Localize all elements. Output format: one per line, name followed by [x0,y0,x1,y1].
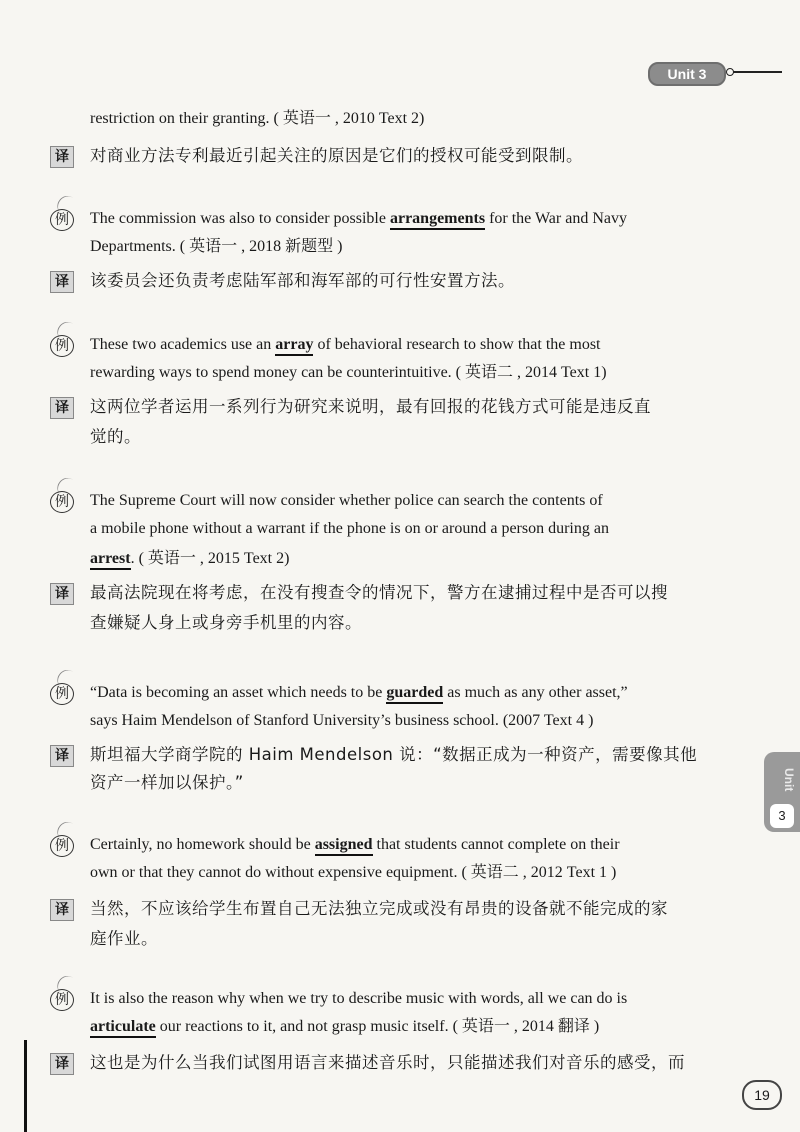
example-line [90,682,730,704]
example-line [90,208,730,230]
example-text: a mobile phone without a warrant if the phone is on or around a person during an [90,520,609,537]
example-text: It is also the reason why when we try to describe music with words, all we can do is [90,990,628,1007]
example-text: rewarding ways to spend money can be counterintuitive. ( 英语二 , 2014 Text 1) [90,364,607,381]
example-text: says Haim Mendelson of Stanford University’s business school. (2007 Text 4 ) [90,712,594,729]
example-text: The Supreme Court will now consider whether police can search the contents of [90,492,603,509]
example-text: own or that they cannot do without expensive equipment. ( 英语二 , 2012 Text 1 ) [90,864,617,881]
translation-line: 庭作业。 [90,929,158,948]
example-text: Certainly, no homework should be [90,836,315,853]
side-tab-number: 3 [770,804,794,828]
example-line [90,362,730,384]
example-line [90,710,730,732]
example-marker: 例 [50,683,74,705]
translation-marker: 译 [50,583,74,605]
example-text: of behavioral research to show that the most [313,336,601,353]
translation-marker: 译 [50,899,74,921]
example-text: . ( 英语一 , 2015 Text 2) [130,550,290,567]
translation-marker: 译 [50,745,74,767]
example-text: that students cannot complete on their [372,836,620,853]
example-line [90,108,730,130]
example-marker: 例 [50,491,74,513]
keyword: assigned [315,836,373,856]
unit-tab: Unit 3 [648,62,726,86]
example-marker: 例 [50,209,74,231]
example-text: our reactions to it, and not grasp music itself. ( 英语一 , 2014 翻译 ) [155,1018,600,1035]
example-line [90,834,730,856]
example-line [90,518,730,540]
example-line [90,1016,730,1038]
example-text: The commission was also to consider possible [90,210,390,227]
keyword: guarded [386,684,443,704]
example-line [90,490,730,512]
translation-line: 觉的。 [90,427,141,446]
translation-marker: 译 [50,1053,74,1075]
example-line [90,862,730,884]
example-line [90,236,730,258]
header-rule [730,71,782,73]
translation-line: 最高法院现在将考虑，在没有搜查令的情况下，警方在逮捕过程中是否可以搜 [90,583,668,602]
side-tab-label: Unit [782,768,796,792]
side-tab [764,752,800,832]
example-text: for the War and Navy [485,210,627,227]
example-text: restriction on their granting. ( 英语一 , 2010 Text 2) [90,110,425,127]
example-text: Departments. ( 英语一 , 2018 新题型 ) [90,238,343,255]
translation-line: 该委员会还负责考虑陆军部和海军部的可行性安置方法。 [90,271,515,290]
translation-marker: 译 [50,397,74,419]
example-text: as much as any other asset,” [443,684,628,701]
example-line [90,548,730,570]
example-marker: 例 [50,989,74,1011]
example-marker: 例 [50,835,74,857]
page-number: 19 [742,1080,782,1110]
example-text: “Data is becoming an asset which needs to be [90,684,387,701]
translation-line: 这也是为什么当我们试图用语言来描述音乐时，只能描述我们对音乐的感受，而 [90,1053,685,1072]
translation-line: 资产一样加以保护。” [90,773,244,792]
keyword: arrangements [390,210,485,230]
binding-line [24,1040,27,1132]
example-line [90,334,730,356]
keyword: articulate [90,1018,156,1038]
example-text: These two academics use an [90,336,276,353]
translation-line: 查嫌疑人身上或身旁手机里的内容。 [90,613,362,632]
translation-marker: 译 [50,146,74,168]
translation-line: 这两位学者运用一系列行为研究来说明，最有回报的花钱方式可能是违反直 [90,397,651,416]
example-marker: 例 [50,335,74,357]
translation-line: 对商业方法专利最近引起关注的原因是它们的授权可能受到限制。 [90,146,583,165]
translation-line: 斯坦福大学商学院的 Haim Mendelson 说：“数据正成为一种资产，需要像其他 [90,745,698,764]
translation-line: 当然，不应该给学生布置自己无法独立完成或没有昂贵的设备就不能完成的家 [90,899,668,918]
example-line [90,988,730,1010]
keyword: array [275,336,313,356]
keyword: arrest [90,550,131,570]
translation-marker: 译 [50,271,74,293]
